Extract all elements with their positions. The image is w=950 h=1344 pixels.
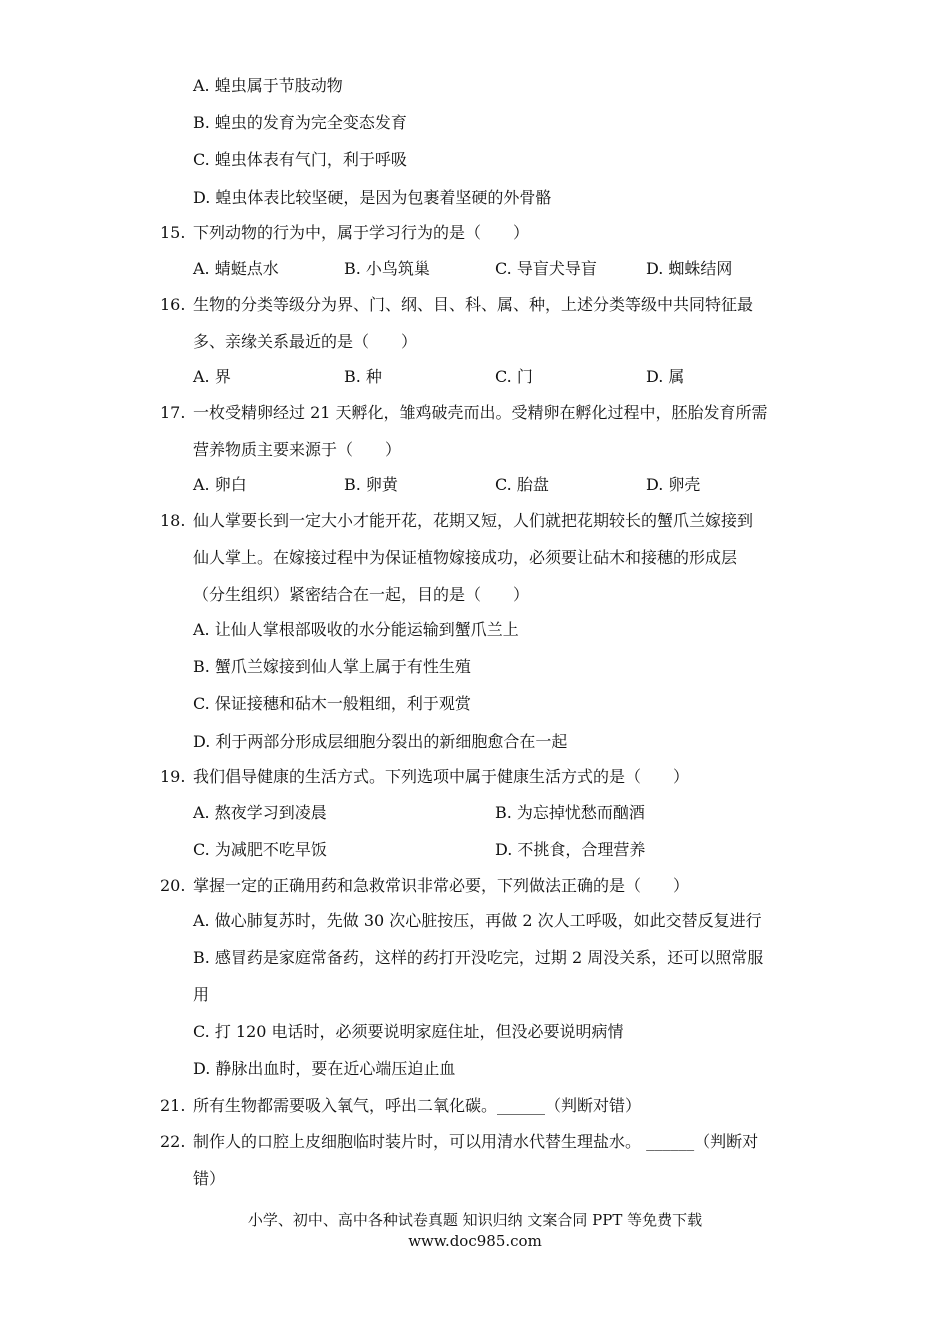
q14-option-a: A. 蝗虫属于节肢动物 [193,76,343,95]
q16-option-b: B. 种 [344,367,382,386]
footer-website-link[interactable]: www.doc985.com [408,1232,542,1250]
question-19-number: 19. [160,767,186,786]
q19-option-d: D. 不挑食，合理营养 [495,840,646,859]
question-16-stem-line1: 生物的分类等级分为界、门、纲、目、科、属、种，上述分类等级中共同特征最 [193,295,754,314]
q17-option-c: C. 胎盘 [495,475,549,494]
question-21-stem: 所有生物都需要吸入氧气，呼出二氧化碳。______（判断对错） [193,1096,642,1115]
question-21-number: 21. [160,1096,186,1115]
question-17-stem-line1: 一枚受精卵经过 21 天孵化，雏鸡破壳而出。受精卵在孵化过程中，胚胎发育所需 [193,403,768,422]
q14-option-c: C. 蝗虫体表有气门，利于呼吸 [193,150,407,169]
question-17-stem-line2: 营养物质主要来源于（ ） [193,440,402,459]
q18-option-d: D. 利于两部分形成层细胞分裂出的新细胞愈合在一起 [193,732,568,751]
question-15-number: 15. [160,223,186,242]
question-18-number: 18. [160,511,186,530]
q16-option-a: A. 界 [193,367,231,386]
question-17-number: 17. [160,403,186,422]
q18-option-c: C. 保证接穗和砧木一般粗细，利于观赏 [193,694,471,713]
q20-option-c: C. 打 120 电话时，必须要说明家庭住址，但没必要说明病情 [193,1022,624,1041]
question-22-number: 22. [160,1132,186,1151]
q14-option-b: B. 蝗虫的发育为完全变态发育 [193,113,407,132]
question-22-stem-line1: 制作人的口腔上皮细胞临时装片时，可以用清水代替生理盐水。 ______（判断对 [193,1132,759,1151]
q16-option-c: C. 门 [495,367,533,386]
q17-option-b: B. 卵黄 [344,475,398,494]
footer-promo-text: 小学、初中、高中各种试卷真题 知识归纳 文案合同 PPT 等免费下载 [247,1211,703,1229]
q15-option-d: D. 蜘蛛结网 [646,259,733,278]
q19-option-a: A. 熬夜学习到凌晨 [193,803,327,822]
q14-option-d: D. 蝗虫体表比较坚硬，是因为包裹着坚硬的外骨骼 [193,188,552,207]
question-20-stem: 掌握一定的正确用药和急救常识非常必要，下列做法正确的是（ ） [193,876,690,895]
q19-option-c: C. 为减肥不吃早饭 [193,840,327,859]
question-16-stem-line2: 多、亲缘关系最近的是（ ） [193,332,418,351]
question-15-stem: 下列动物的行为中，属于学习行为的是（ ） [193,223,530,242]
q15-option-a: A. 蜻蜓点水 [193,259,279,278]
q16-option-d: D. 属 [646,367,685,386]
question-18-stem-line1: 仙人掌要长到一定大小才能开花，花期又短，人们就把花期较长的蟹爪兰嫁接到 [193,511,754,530]
question-20-number: 20. [160,876,186,895]
question-18-stem-line3: （分生组织）紧密结合在一起，目的是（ ） [193,585,530,604]
q15-option-b: B. 小鸟筑巢 [344,259,430,278]
q15-option-c: C. 导盲犬导盲 [495,259,597,278]
question-16-number: 16. [160,295,186,314]
q18-option-a: A. 让仙人掌根部吸收的水分能运输到蟹爪兰上 [193,620,519,639]
q20-option-b: B. 感冒药是家庭常备药，这样的药打开没吃完，过期 2 周没关系，还可以照常服 [193,948,764,967]
q20-option-a: A. 做心肺复苏时，先做 30 次心脏按压，再做 2 次人工呼吸，如此交替反复进行 [193,911,762,930]
q20-option-b-continued: 用 [193,985,210,1004]
question-18-stem-line2: 仙人掌上。在嫁接过程中为保证植物嫁接成功，必须要让砧木和接穗的形成层 [193,548,738,567]
question-19-stem: 我们倡导健康的生活方式。下列选项中属于健康生活方式的是（ ） [193,767,690,786]
q18-option-b: B. 蟹爪兰嫁接到仙人掌上属于有性生殖 [193,657,471,676]
q20-option-d: D. 静脉出血时，要在近心端压迫止血 [193,1059,456,1078]
q17-option-a: A. 卵白 [193,475,247,494]
q19-option-b: B. 为忘掉忧愁而酗酒 [495,803,645,822]
q17-option-d: D. 卵壳 [646,475,701,494]
question-22-stem-line2: 错） [193,1169,226,1188]
